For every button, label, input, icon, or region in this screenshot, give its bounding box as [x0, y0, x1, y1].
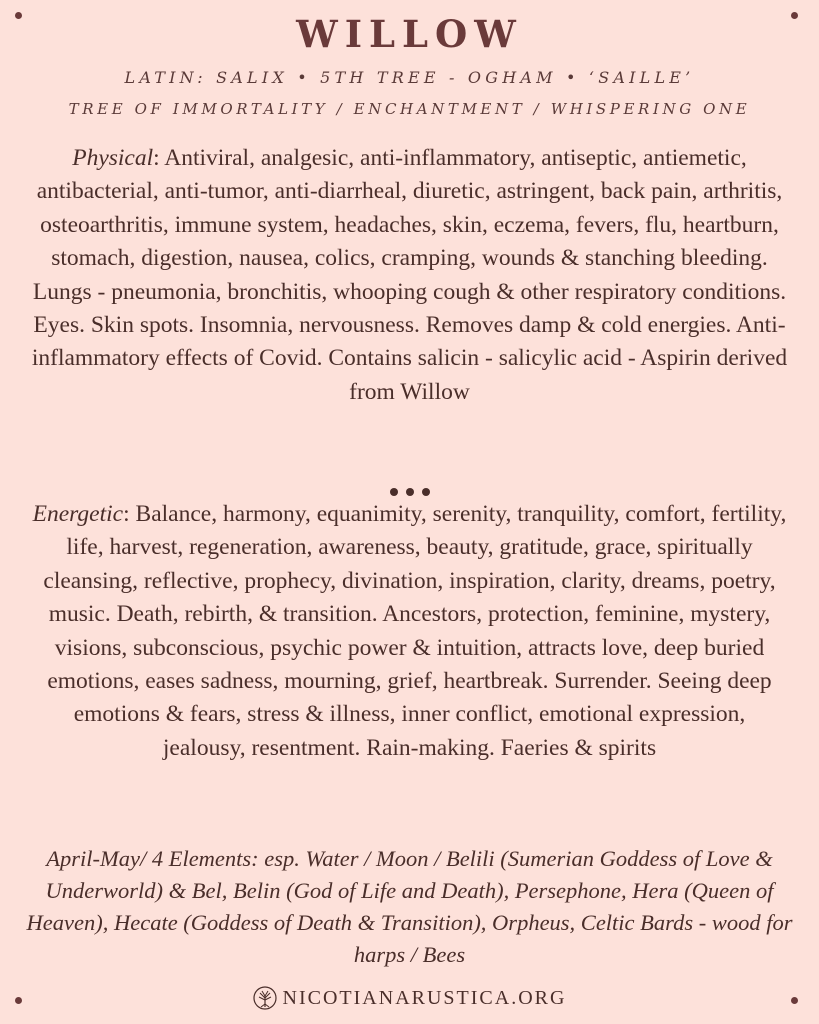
energetic-paragraph [30, 498, 789, 765]
energetic-text: : Balance, harmony, equanimity, serenity, tranquility, comfort, fertility, life, harvest, regeneration, awareness, beauty, gratitude, grace, spiritually cleansing, reflective, prophecy, divination, inspiration, clarity, dreams, poetry, music. Death, rebirth, & transition. Ancestors, protection, feminine, mystery, visions, subconscious, psychic power & intuition, attracts love, deep buried emotions, eases sadness, mourning, grief, heartbreak. Surrender. Seeing deep emotions & fears, stress & illness, inner conflict, emotional expression, jealousy, resentment. Rain-making. Faeries & spirits [43, 501, 787, 761]
physical-lead: Physical [72, 145, 154, 171]
energetic-lead: Energetic [32, 501, 124, 527]
subtitle-latin: LATIN: SALIX • 5TH TREE - OGHAM • ‘SAILLE’ [124, 68, 695, 87]
tree-of-life-icon [253, 986, 277, 1016]
physical-text: : Antiviral, analgesic, anti-inflammatory, antiseptic, antiemetic, antibacterial, anti-tumor, anti-diarrheal, diuretic, astringent, back pain, arthritis, osteoarthritis, immune system, headaches, skin, eczema, fevers, flu, heartburn, stomach, digestion, nausea, colics, cramping, wounds & stanching bleeding. Lungs - pneumonia, bronchitis, whooping cough & other respiratory conditions. Eyes. Skin spots. Insomnia, nervousness. Removes damp & cold energies. Anti-inflammatory effects of Covid. Contains salicin - salicylic acid - Aspirin derived from Willow [31, 145, 788, 405]
page-title: WILLOW [296, 12, 523, 56]
associations-paragraph: April-May/ 4 Elements: esp. Water / Moon / Belili (Sumerian Goddess of Love & Underworld) & Bel, Belin (God of Life and Death), Persephone, Hera (Queen of Heaven), Hecate (Goddess of Death & Transition), Orpheus, Celtic Bards - wood for harps / Bees [26, 846, 793, 967]
site-footer [0, 986, 819, 1016]
subtitle-epithets: TREE OF IMMORTALITY / ENCHANTMENT / WHISPERING ONE [68, 100, 751, 118]
physical-paragraph [30, 142, 789, 409]
site-url[interactable]: NICOTIANARUSTICA.ORG [282, 987, 567, 1009]
